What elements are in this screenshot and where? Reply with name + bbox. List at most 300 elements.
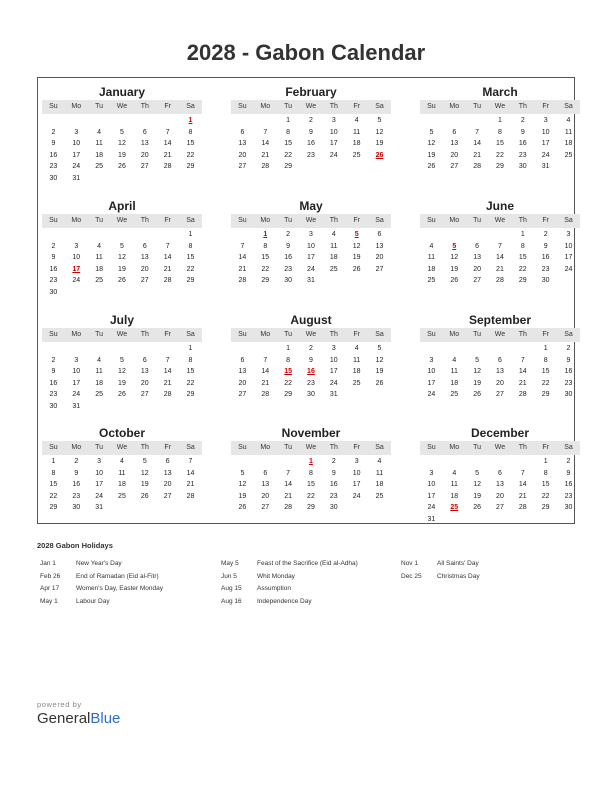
holiday-name: End of Ramadan (Eid al-Fitr) — [76, 572, 159, 580]
weekday-label: Mo — [71, 331, 82, 338]
holiday-name: Christmas Day — [437, 572, 480, 580]
day-cell: 19 — [450, 265, 459, 273]
empty-cell — [420, 456, 443, 468]
day-cell: 21 — [163, 151, 172, 159]
day-cell: 19 — [118, 151, 126, 159]
day-cell: 11 — [95, 368, 103, 376]
empty-cell — [156, 229, 179, 241]
holiday-name: Independence Day — [257, 597, 312, 605]
day-cell: 7 — [498, 242, 502, 250]
day-grid — [231, 229, 391, 287]
holiday-date: Jun 5 — [221, 572, 237, 580]
day-cell: 28 — [473, 163, 481, 171]
weekday-label: Th — [140, 331, 149, 338]
day-cell: 25 — [450, 391, 459, 399]
day-cell: 12 — [427, 140, 436, 148]
day-cell: 25 — [427, 277, 436, 285]
holiday-row — [401, 560, 480, 573]
empty-cell — [511, 343, 534, 355]
day-cell: 14 — [261, 368, 270, 376]
day-grid — [420, 343, 580, 401]
day-cell: 22 — [186, 265, 195, 273]
weekday-label: Mo — [449, 217, 460, 224]
holiday-name: Assumption — [257, 585, 291, 593]
day-cell: 24 — [541, 151, 550, 159]
weekday-label: Tu — [473, 331, 482, 338]
weekday-label: We — [305, 217, 317, 224]
day-cell: 19 — [473, 492, 481, 500]
holiday-date: Nov 1 — [401, 560, 418, 567]
day-cell: 14 — [163, 140, 172, 148]
day-cell: 3 — [354, 458, 359, 465]
day-cell: 11 — [375, 469, 384, 477]
day-cell: 22 — [186, 151, 195, 159]
day-cell: 6 — [240, 128, 245, 136]
day-cell: 15 — [49, 481, 58, 489]
day-cell: 13 — [375, 242, 384, 250]
month-november — [231, 425, 391, 514]
weekday-label: Tu — [95, 331, 104, 338]
weekday-label: Th — [140, 103, 149, 110]
day-cell: 3 — [543, 117, 548, 124]
holiday-day: 1 — [309, 458, 313, 465]
weekday-label: Su — [238, 103, 247, 110]
holiday-date: Aug 16 — [221, 597, 242, 605]
day-cell: 11 — [427, 254, 436, 262]
weekday-label: Tu — [284, 103, 293, 110]
month-name: November — [281, 426, 341, 440]
day-cell: 14 — [518, 368, 527, 376]
holiday-day: 16 — [307, 368, 315, 376]
holiday-day: 25 — [450, 504, 459, 512]
weekday-label: Fr — [542, 444, 549, 451]
day-cell: 11 — [353, 356, 361, 364]
holiday-date: May 1 — [40, 597, 58, 605]
holiday-day: 5 — [452, 242, 457, 250]
empty-cell — [156, 343, 179, 355]
day-cell: 8 — [309, 469, 313, 477]
weekday-header — [231, 214, 391, 228]
day-cell: 4 — [97, 128, 102, 136]
day-cell: 25 — [329, 265, 338, 273]
day-cell: 18 — [375, 481, 384, 489]
day-cell: 28 — [518, 504, 527, 512]
day-cell: 18 — [95, 151, 103, 159]
weekday-label: Mo — [71, 217, 82, 224]
day-cell: 17 — [307, 254, 315, 262]
day-cell: 16 — [49, 379, 58, 387]
holiday-date: Feb 26 — [40, 572, 61, 580]
day-cell: 1 — [498, 117, 502, 124]
day-cell: 19 — [473, 379, 481, 387]
day-cell: 20 — [450, 151, 459, 159]
day-cell: 5 — [120, 242, 124, 250]
weekday-label: Su — [49, 331, 58, 338]
day-cell: 30 — [329, 504, 338, 512]
day-cell: 12 — [473, 368, 481, 376]
empty-cell — [133, 115, 156, 127]
weekday-label: We — [305, 331, 317, 338]
day-cell: 19 — [375, 368, 384, 376]
day-cell: 6 — [263, 469, 268, 477]
empty-cell — [111, 343, 134, 355]
weekday-label: Th — [518, 217, 527, 224]
day-cell: 31 — [307, 277, 315, 285]
day-cell: 27 — [375, 265, 384, 273]
day-cell: 26 — [118, 277, 126, 285]
day-cell: 11 — [564, 128, 573, 136]
day-cell: 11 — [450, 481, 458, 489]
weekday-label: Fr — [164, 217, 171, 224]
weekday-header — [42, 214, 202, 228]
day-cell: 4 — [354, 117, 359, 124]
day-cell: 18 — [352, 368, 361, 376]
empty-cell — [231, 456, 254, 468]
day-cell: 8 — [543, 356, 548, 364]
day-cell: 12 — [375, 356, 384, 364]
empty-cell — [420, 115, 443, 127]
day-cell: 26 — [118, 391, 126, 399]
day-cell: 3 — [74, 128, 79, 136]
day-cell: 9 — [566, 469, 571, 477]
day-cell: 6 — [142, 356, 147, 364]
weekday-label: Th — [329, 331, 338, 338]
day-cell: 27 — [238, 163, 247, 171]
weekday-label: We — [116, 103, 128, 110]
month-name: December — [470, 426, 530, 440]
day-cell: 23 — [541, 265, 550, 273]
empty-cell — [65, 229, 88, 241]
day-cell: 25 — [352, 151, 361, 159]
day-cell: 17 — [72, 151, 81, 159]
day-cell: 28 — [163, 277, 172, 285]
day-cell: 31 — [72, 402, 81, 410]
day-cell: 26 — [352, 265, 361, 273]
weekday-label: Fr — [353, 331, 360, 338]
day-cell: 26 — [473, 504, 481, 512]
day-cell: 15 — [186, 140, 195, 148]
day-cell: 22 — [186, 379, 195, 387]
day-cell: 8 — [188, 356, 193, 364]
day-cell: 7 — [520, 356, 525, 364]
day-cell: 16 — [541, 254, 550, 262]
weekday-label: We — [494, 444, 506, 451]
day-cell: 10 — [95, 469, 103, 477]
day-cell: 22 — [307, 492, 315, 500]
weekday-label: We — [494, 103, 506, 110]
day-cell: 6 — [498, 469, 502, 477]
empty-cell — [254, 456, 277, 468]
day-cell: 3 — [331, 345, 336, 352]
weekday-label: Fr — [353, 444, 360, 451]
day-cell: 15 — [186, 254, 195, 262]
day-cell: 23 — [329, 492, 338, 500]
day-cell: 11 — [118, 469, 126, 477]
holiday-row — [221, 560, 358, 573]
holiday-day: 15 — [284, 368, 292, 376]
holiday-name: Whit Monday — [257, 572, 295, 580]
weekday-label: Mo — [449, 103, 460, 110]
month-january — [42, 84, 202, 185]
weekday-label: Th — [518, 331, 527, 338]
day-cell: 8 — [286, 128, 291, 136]
weekday-label: We — [494, 331, 506, 338]
month-july — [42, 312, 202, 413]
day-cell: 16 — [284, 254, 292, 262]
weekday-label: Sa — [375, 217, 384, 224]
day-cell: 21 — [163, 379, 172, 387]
day-cell: 4 — [566, 117, 571, 124]
day-cell: 8 — [263, 242, 268, 250]
weekday-label: We — [116, 331, 128, 338]
day-cell: 6 — [142, 128, 147, 136]
day-cell: 10 — [329, 356, 338, 364]
month-name: September — [468, 313, 532, 327]
weekday-label: Sa — [375, 103, 384, 110]
day-cell: 10 — [541, 128, 550, 136]
day-cell: 3 — [331, 117, 336, 124]
day-grid — [231, 343, 391, 401]
day-cell: 27 — [140, 277, 149, 285]
weekday-label: Sa — [564, 103, 573, 110]
empty-cell — [231, 343, 254, 355]
day-cell: 16 — [49, 265, 58, 273]
day-cell: 13 — [238, 368, 247, 376]
day-cell: 2 — [543, 231, 548, 238]
weekday-label: Mo — [449, 444, 460, 451]
day-cell: 25 — [95, 163, 103, 171]
day-cell: 17 — [427, 492, 436, 500]
empty-cell — [65, 115, 88, 127]
weekday-label: Fr — [164, 103, 171, 110]
weekday-label: We — [116, 444, 128, 451]
day-cell: 9 — [74, 469, 79, 477]
day-cell: 29 — [518, 277, 527, 285]
holiday-row — [40, 560, 163, 573]
day-cell: 24 — [72, 391, 81, 399]
day-cell: 10 — [427, 368, 436, 376]
brand-logo — [37, 710, 120, 727]
day-cell: 30 — [541, 277, 550, 285]
weekday-label: Mo — [71, 103, 82, 110]
empty-cell — [443, 115, 466, 127]
month-name: April — [108, 199, 136, 213]
day-cell: 10 — [427, 481, 436, 489]
weekday-header — [420, 328, 580, 342]
day-cell: 1 — [520, 231, 525, 238]
day-cell: 7 — [240, 242, 245, 250]
day-cell: 19 — [118, 379, 126, 387]
weekday-label: Sa — [564, 331, 573, 338]
weekday-label: Sa — [186, 444, 195, 451]
day-cell: 1 — [188, 345, 193, 352]
day-cell: 22 — [541, 379, 550, 387]
day-cell: 17 — [352, 481, 361, 489]
empty-cell — [254, 115, 277, 127]
day-cell: 28 — [186, 492, 195, 500]
day-cell: 29 — [284, 391, 292, 399]
day-cell: 26 — [238, 504, 247, 512]
day-cell: 30 — [564, 504, 573, 512]
holiday-day: 26 — [375, 151, 384, 159]
day-cell: 18 — [352, 140, 361, 148]
empty-cell — [489, 456, 512, 468]
day-cell: 18 — [450, 379, 459, 387]
day-cell: 24 — [95, 492, 103, 500]
day-cell: 7 — [165, 128, 170, 136]
day-cell: 23 — [518, 151, 527, 159]
day-cell: 13 — [496, 481, 504, 489]
month-april — [42, 198, 202, 299]
day-cell: 6 — [240, 356, 245, 364]
day-cell: 22 — [284, 151, 292, 159]
empty-cell — [111, 229, 134, 241]
holiday-row — [221, 598, 358, 611]
day-grid — [420, 229, 580, 287]
day-cell: 10 — [72, 254, 81, 262]
empty-cell — [231, 115, 254, 127]
day-cell: 4 — [120, 458, 124, 465]
day-cell: 26 — [427, 163, 436, 171]
day-cell: 3 — [97, 458, 102, 465]
day-cell: 13 — [163, 469, 172, 477]
day-cell: 18 — [427, 265, 436, 273]
month-name: May — [299, 199, 323, 213]
day-cell: 30 — [284, 277, 292, 285]
day-cell: 6 — [452, 128, 457, 136]
weekday-label: Sa — [186, 103, 195, 110]
day-cell: 23 — [49, 277, 58, 285]
weekday-label: Fr — [542, 217, 549, 224]
weekday-header — [231, 441, 391, 455]
weekday-label: Mo — [449, 331, 460, 338]
day-cell: 2 — [331, 458, 336, 465]
month-may — [231, 198, 391, 287]
day-cell: 25 — [564, 151, 573, 159]
day-cell: 31 — [329, 391, 338, 399]
day-cell: 29 — [541, 504, 550, 512]
day-cell: 11 — [95, 140, 103, 148]
day-cell: 29 — [186, 391, 195, 399]
day-grid — [42, 456, 202, 514]
day-grid — [42, 229, 202, 299]
day-cell: 24 — [427, 391, 436, 399]
day-cell: 28 — [261, 163, 270, 171]
day-cell: 10 — [72, 368, 81, 376]
empty-cell — [277, 456, 300, 468]
day-cell: 19 — [352, 254, 361, 262]
day-grid — [231, 456, 391, 514]
weekday-label: Fr — [164, 331, 171, 338]
day-cell: 16 — [564, 368, 573, 376]
day-cell: 13 — [238, 140, 247, 148]
day-cell: 27 — [473, 277, 481, 285]
day-cell: 21 — [186, 481, 195, 489]
day-cell: 28 — [163, 391, 172, 399]
day-cell: 9 — [566, 356, 571, 364]
calendar-frame — [37, 77, 575, 524]
day-cell: 25 — [95, 277, 103, 285]
day-cell: 8 — [543, 469, 548, 477]
day-cell: 15 — [284, 140, 292, 148]
day-cell: 16 — [564, 481, 573, 489]
holiday-row — [221, 573, 358, 586]
day-cell: 29 — [496, 163, 504, 171]
day-cell: 17 — [72, 379, 81, 387]
weekday-label: Sa — [375, 331, 384, 338]
empty-cell — [254, 343, 277, 355]
day-cell: 8 — [188, 128, 193, 136]
day-cell: 3 — [429, 356, 434, 364]
weekday-label: We — [116, 217, 128, 224]
day-cell: 31 — [427, 515, 436, 523]
day-cell: 24 — [329, 151, 338, 159]
empty-cell — [42, 343, 65, 355]
day-cell: 12 — [118, 368, 126, 376]
month-march — [420, 84, 580, 173]
day-cell: 15 — [541, 368, 550, 376]
day-cell: 29 — [261, 277, 270, 285]
day-cell: 16 — [72, 481, 81, 489]
day-cell: 29 — [49, 504, 58, 512]
day-cell: 7 — [188, 458, 193, 465]
day-cell: 21 — [496, 265, 504, 273]
day-cell: 29 — [284, 163, 292, 171]
day-cell: 13 — [496, 368, 504, 376]
weekday-label: Fr — [542, 103, 549, 110]
day-cell: 2 — [566, 345, 571, 352]
day-cell: 5 — [377, 345, 382, 352]
brand-general: General — [37, 710, 91, 727]
day-cell: 21 — [261, 151, 270, 159]
day-cell: 17 — [541, 140, 550, 148]
day-cell: 19 — [238, 492, 247, 500]
day-cell: 6 — [142, 242, 147, 250]
day-cell: 3 — [309, 231, 313, 238]
day-cell: 17 — [427, 379, 436, 387]
day-cell: 10 — [352, 469, 361, 477]
day-cell: 13 — [140, 368, 149, 376]
day-cell: 9 — [331, 469, 336, 477]
day-cell: 27 — [140, 391, 149, 399]
holiday-name: New Year's Day — [76, 560, 122, 567]
weekday-label: Mo — [71, 444, 82, 451]
day-cell: 31 — [72, 174, 81, 182]
day-cell: 28 — [261, 391, 270, 399]
empty-cell — [420, 229, 443, 241]
day-cell: 20 — [375, 254, 384, 262]
day-cell: 24 — [352, 492, 361, 500]
day-cell: 15 — [261, 254, 270, 262]
day-cell: 22 — [261, 265, 270, 273]
day-cell: 10 — [307, 242, 315, 250]
holidays-title: 2028 Gabon Holidays — [37, 541, 113, 550]
day-cell: 21 — [261, 379, 270, 387]
weekday-label: Fr — [353, 217, 360, 224]
day-cell: 17 — [564, 254, 573, 262]
empty-cell — [443, 229, 466, 241]
day-cell: 14 — [496, 254, 504, 262]
weekday-label: Mo — [260, 217, 271, 224]
day-cell: 26 — [140, 492, 149, 500]
weekday-label: Su — [238, 444, 247, 451]
day-cell: 3 — [429, 469, 434, 477]
day-cell: 17 — [329, 140, 338, 148]
day-cell: 12 — [118, 254, 126, 262]
day-cell: 7 — [286, 469, 291, 477]
day-cell: 16 — [518, 140, 527, 148]
day-cell: 12 — [450, 254, 459, 262]
